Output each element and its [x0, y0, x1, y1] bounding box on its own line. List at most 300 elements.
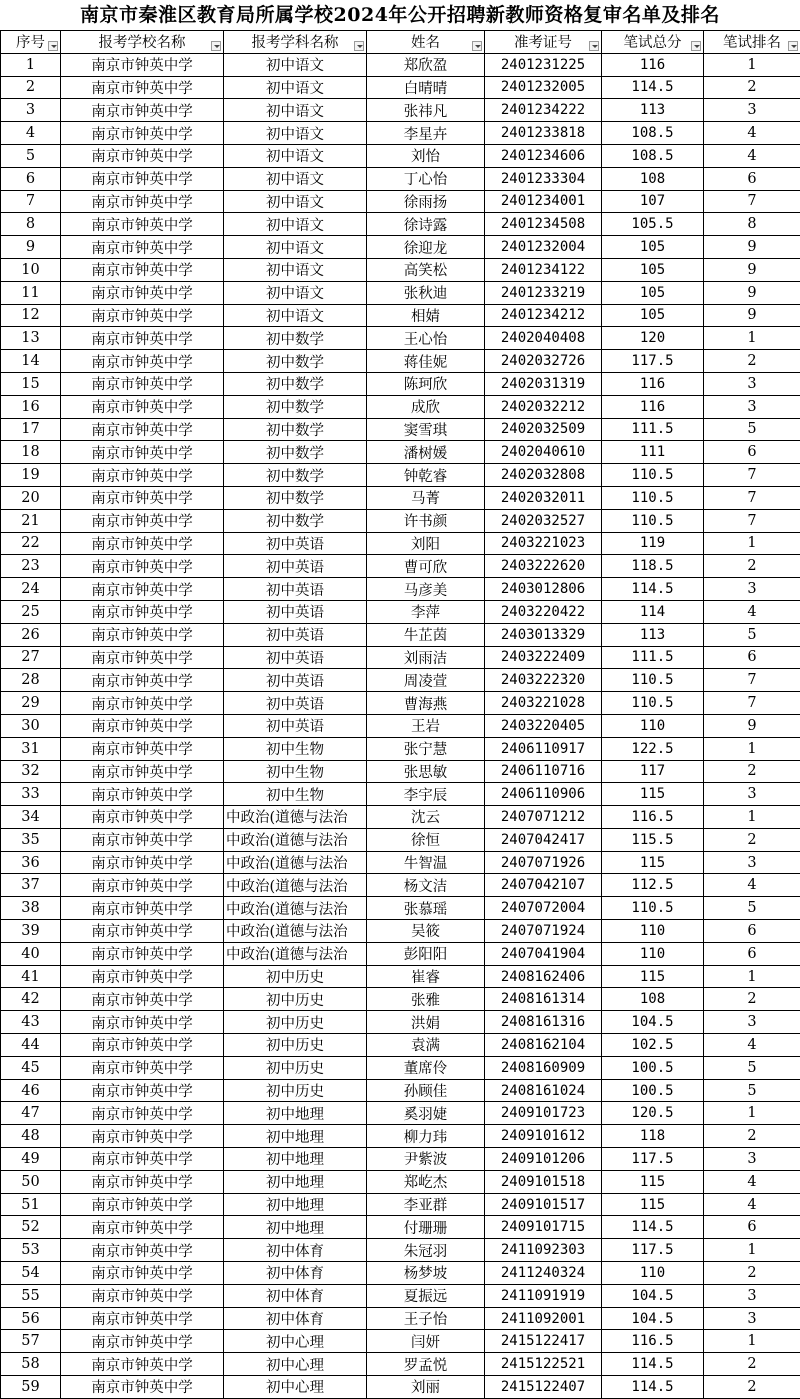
- cell-name[interactable]: 牛智温: [367, 851, 485, 874]
- cell-subject[interactable]: 初中体育: [224, 1262, 367, 1285]
- cell-subject[interactable]: 初中数学: [224, 486, 367, 509]
- cell-name[interactable]: 袁满: [367, 1034, 485, 1057]
- cell-subject[interactable]: 初中英语: [224, 714, 367, 737]
- cell-index[interactable]: 28: [1, 669, 61, 692]
- cell-exam-id[interactable]: 2411092001: [485, 1307, 602, 1330]
- cell-subject[interactable]: 初中体育: [224, 1239, 367, 1262]
- cell-score[interactable]: 105: [602, 281, 704, 304]
- cell-subject[interactable]: 初中语文: [224, 236, 367, 259]
- cell-rank[interactable]: 3: [704, 1148, 800, 1171]
- cell-rank[interactable]: 9: [704, 304, 800, 327]
- cell-rank[interactable]: 2: [704, 760, 800, 783]
- cell-index[interactable]: 52: [1, 1216, 61, 1239]
- cell-rank[interactable]: 8: [704, 213, 800, 236]
- cell-index[interactable]: 16: [1, 395, 61, 418]
- cell-exam-id[interactable]: 2403222320: [485, 669, 602, 692]
- cell-subject[interactable]: 初中语文: [224, 213, 367, 236]
- cell-index[interactable]: 58: [1, 1353, 61, 1376]
- cell-index[interactable]: 41: [1, 965, 61, 988]
- cell-subject[interactable]: 初中语文: [224, 281, 367, 304]
- cell-score[interactable]: 108: [602, 988, 704, 1011]
- cell-score[interactable]: 108: [602, 167, 704, 190]
- cell-score[interactable]: 115: [602, 1170, 704, 1193]
- cell-school[interactable]: 南京市钟英中学: [61, 76, 224, 99]
- cell-subject[interactable]: 初中历史: [224, 988, 367, 1011]
- cell-score[interactable]: 116.5: [602, 806, 704, 829]
- cell-exam-id[interactable]: 2402032011: [485, 486, 602, 509]
- column-header-exam-id[interactable]: 准考证号: [485, 31, 602, 54]
- cell-index[interactable]: 10: [1, 258, 61, 281]
- cell-index[interactable]: 32: [1, 760, 61, 783]
- cell-school[interactable]: 南京市钟英中学: [61, 942, 224, 965]
- cell-name[interactable]: 郑欣盈: [367, 53, 485, 76]
- cell-subject[interactable]: 初中心理: [224, 1376, 367, 1399]
- cell-exam-id[interactable]: 2406110906: [485, 783, 602, 806]
- cell-exam-id[interactable]: 2401231225: [485, 53, 602, 76]
- cell-school[interactable]: 南京市钟英中学: [61, 1125, 224, 1148]
- cell-name[interactable]: 刘怡: [367, 144, 485, 167]
- cell-exam-id[interactable]: 2401233219: [485, 281, 602, 304]
- cell-index[interactable]: 29: [1, 692, 61, 715]
- cell-score[interactable]: 105: [602, 304, 704, 327]
- cell-school[interactable]: 南京市钟英中学: [61, 190, 224, 213]
- cell-rank[interactable]: 3: [704, 578, 800, 601]
- cell-rank[interactable]: 6: [704, 942, 800, 965]
- cell-index[interactable]: 45: [1, 1056, 61, 1079]
- cell-subject[interactable]: 初中数学: [224, 372, 367, 395]
- cell-exam-id[interactable]: 2402032509: [485, 418, 602, 441]
- cell-school[interactable]: 南京市钟英中学: [61, 53, 224, 76]
- cell-exam-id[interactable]: 2401233304: [485, 167, 602, 190]
- cell-index[interactable]: 50: [1, 1170, 61, 1193]
- cell-school[interactable]: 南京市钟英中学: [61, 304, 224, 327]
- cell-score[interactable]: 110: [602, 714, 704, 737]
- cell-school[interactable]: 南京市钟英中学: [61, 760, 224, 783]
- cell-name[interactable]: 相婧: [367, 304, 485, 327]
- column-header-subject[interactable]: 报考学科名称: [224, 31, 367, 54]
- cell-rank[interactable]: 4: [704, 1193, 800, 1216]
- cell-subject[interactable]: 中政治(道德与法治: [224, 874, 367, 897]
- cell-school[interactable]: 南京市钟英中学: [61, 669, 224, 692]
- cell-subject[interactable]: 初中语文: [224, 99, 367, 122]
- cell-exam-id[interactable]: 2403221023: [485, 532, 602, 555]
- cell-rank[interactable]: 7: [704, 509, 800, 532]
- cell-school[interactable]: 南京市钟英中学: [61, 1193, 224, 1216]
- cell-score[interactable]: 114.5: [602, 1216, 704, 1239]
- cell-school[interactable]: 南京市钟英中学: [61, 920, 224, 943]
- column-header-index[interactable]: 序号: [1, 31, 61, 54]
- cell-school[interactable]: 南京市钟英中学: [61, 737, 224, 760]
- cell-rank[interactable]: 4: [704, 1034, 800, 1057]
- cell-subject[interactable]: 初中语文: [224, 258, 367, 281]
- cell-name[interactable]: 徐雨扬: [367, 190, 485, 213]
- cell-exam-id[interactable]: 2403220422: [485, 600, 602, 623]
- cell-name[interactable]: 吴筱: [367, 920, 485, 943]
- cell-exam-id[interactable]: 2406110917: [485, 737, 602, 760]
- cell-name[interactable]: 蒋佳妮: [367, 350, 485, 373]
- cell-subject[interactable]: 初中英语: [224, 669, 367, 692]
- cell-school[interactable]: 南京市钟英中学: [61, 1307, 224, 1330]
- filter-dropdown-icon[interactable]: [211, 41, 221, 51]
- cell-school[interactable]: 南京市钟英中学: [61, 783, 224, 806]
- cell-name[interactable]: 曹可欣: [367, 555, 485, 578]
- cell-index[interactable]: 17: [1, 418, 61, 441]
- cell-index[interactable]: 42: [1, 988, 61, 1011]
- cell-subject[interactable]: 初中地理: [224, 1170, 367, 1193]
- cell-score[interactable]: 111.5: [602, 418, 704, 441]
- cell-subject[interactable]: 初中历史: [224, 965, 367, 988]
- cell-rank[interactable]: 9: [704, 714, 800, 737]
- cell-subject[interactable]: 初中英语: [224, 623, 367, 646]
- cell-index[interactable]: 35: [1, 828, 61, 851]
- cell-rank[interactable]: 3: [704, 1011, 800, 1034]
- cell-name[interactable]: 高笑松: [367, 258, 485, 281]
- cell-name[interactable]: 牛芷茵: [367, 623, 485, 646]
- cell-school[interactable]: 南京市钟英中学: [61, 99, 224, 122]
- cell-index[interactable]: 59: [1, 1376, 61, 1399]
- cell-school[interactable]: 南京市钟英中学: [61, 555, 224, 578]
- cell-school[interactable]: 南京市钟英中学: [61, 1148, 224, 1171]
- cell-exam-id[interactable]: 2402032212: [485, 395, 602, 418]
- cell-subject[interactable]: 初中英语: [224, 646, 367, 669]
- cell-score[interactable]: 110: [602, 920, 704, 943]
- cell-index[interactable]: 36: [1, 851, 61, 874]
- cell-name[interactable]: 李星卉: [367, 122, 485, 145]
- cell-name[interactable]: 付珊珊: [367, 1216, 485, 1239]
- cell-name[interactable]: 洪娟: [367, 1011, 485, 1034]
- cell-index[interactable]: 47: [1, 1102, 61, 1125]
- cell-index[interactable]: 37: [1, 874, 61, 897]
- cell-subject[interactable]: 初中历史: [224, 1034, 367, 1057]
- cell-rank[interactable]: 2: [704, 988, 800, 1011]
- cell-index[interactable]: 2: [1, 76, 61, 99]
- cell-exam-id[interactable]: 2408161024: [485, 1079, 602, 1102]
- cell-index[interactable]: 8: [1, 213, 61, 236]
- cell-score[interactable]: 112.5: [602, 874, 704, 897]
- cell-rank[interactable]: 9: [704, 281, 800, 304]
- cell-school[interactable]: 南京市钟英中学: [61, 1284, 224, 1307]
- cell-rank[interactable]: 4: [704, 122, 800, 145]
- cell-school[interactable]: 南京市钟英中学: [61, 486, 224, 509]
- cell-score[interactable]: 114.5: [602, 76, 704, 99]
- cell-score[interactable]: 118: [602, 1125, 704, 1148]
- cell-rank[interactable]: 1: [704, 327, 800, 350]
- cell-name[interactable]: 杨文洁: [367, 874, 485, 897]
- cell-subject[interactable]: 初中数学: [224, 464, 367, 487]
- cell-school[interactable]: 南京市钟英中学: [61, 1170, 224, 1193]
- filter-dropdown-icon[interactable]: [354, 41, 364, 51]
- cell-school[interactable]: 南京市钟英中学: [61, 897, 224, 920]
- cell-score[interactable]: 110.5: [602, 486, 704, 509]
- cell-name[interactable]: 徐迎龙: [367, 236, 485, 259]
- cell-score[interactable]: 105: [602, 236, 704, 259]
- cell-exam-id[interactable]: 2401232004: [485, 236, 602, 259]
- cell-exam-id[interactable]: 2408162406: [485, 965, 602, 988]
- cell-score[interactable]: 108.5: [602, 122, 704, 145]
- cell-index[interactable]: 21: [1, 509, 61, 532]
- cell-index[interactable]: 23: [1, 555, 61, 578]
- cell-rank[interactable]: 4: [704, 600, 800, 623]
- cell-subject[interactable]: 初中地理: [224, 1148, 367, 1171]
- cell-rank[interactable]: 2: [704, 1125, 800, 1148]
- cell-score[interactable]: 116: [602, 395, 704, 418]
- cell-school[interactable]: 南京市钟英中学: [61, 418, 224, 441]
- cell-exam-id[interactable]: 2401234606: [485, 144, 602, 167]
- cell-subject[interactable]: 中政治(道德与法治: [224, 920, 367, 943]
- filter-dropdown-icon[interactable]: [788, 41, 798, 51]
- cell-score[interactable]: 105.5: [602, 213, 704, 236]
- cell-index[interactable]: 22: [1, 532, 61, 555]
- cell-name[interactable]: 张祎凡: [367, 99, 485, 122]
- cell-subject[interactable]: 初中语文: [224, 144, 367, 167]
- cell-score[interactable]: 117: [602, 760, 704, 783]
- cell-subject[interactable]: 初中地理: [224, 1193, 367, 1216]
- cell-score[interactable]: 108.5: [602, 144, 704, 167]
- cell-score[interactable]: 115.5: [602, 828, 704, 851]
- cell-score[interactable]: 117.5: [602, 1148, 704, 1171]
- cell-rank[interactable]: 5: [704, 1079, 800, 1102]
- cell-subject[interactable]: 初中心理: [224, 1353, 367, 1376]
- cell-score[interactable]: 104.5: [602, 1011, 704, 1034]
- cell-index[interactable]: 1: [1, 53, 61, 76]
- cell-school[interactable]: 南京市钟英中学: [61, 1034, 224, 1057]
- cell-index[interactable]: 9: [1, 236, 61, 259]
- cell-index[interactable]: 7: [1, 190, 61, 213]
- cell-exam-id[interactable]: 2402032726: [485, 350, 602, 373]
- cell-name[interactable]: 李宇辰: [367, 783, 485, 806]
- cell-rank[interactable]: 3: [704, 395, 800, 418]
- cell-name[interactable]: 徐恒: [367, 828, 485, 851]
- cell-index[interactable]: 40: [1, 942, 61, 965]
- cell-name[interactable]: 成欣: [367, 395, 485, 418]
- cell-school[interactable]: 南京市钟英中学: [61, 372, 224, 395]
- cell-rank[interactable]: 1: [704, 737, 800, 760]
- cell-index[interactable]: 12: [1, 304, 61, 327]
- cell-exam-id[interactable]: 2402032527: [485, 509, 602, 532]
- cell-score[interactable]: 115: [602, 783, 704, 806]
- cell-rank[interactable]: 2: [704, 555, 800, 578]
- cell-subject[interactable]: 初中生物: [224, 760, 367, 783]
- cell-school[interactable]: 南京市钟英中学: [61, 441, 224, 464]
- cell-exam-id[interactable]: 2411092303: [485, 1239, 602, 1262]
- cell-index[interactable]: 53: [1, 1239, 61, 1262]
- cell-score[interactable]: 113: [602, 99, 704, 122]
- cell-rank[interactable]: 7: [704, 190, 800, 213]
- cell-rank[interactable]: 2: [704, 1262, 800, 1285]
- cell-name[interactable]: 白晴晴: [367, 76, 485, 99]
- cell-name[interactable]: 马彦美: [367, 578, 485, 601]
- cell-index[interactable]: 44: [1, 1034, 61, 1057]
- cell-index[interactable]: 34: [1, 806, 61, 829]
- cell-name[interactable]: 尹紫波: [367, 1148, 485, 1171]
- cell-rank[interactable]: 3: [704, 372, 800, 395]
- cell-score[interactable]: 115: [602, 1193, 704, 1216]
- cell-school[interactable]: 南京市钟英中学: [61, 236, 224, 259]
- cell-score[interactable]: 110.5: [602, 897, 704, 920]
- cell-subject[interactable]: 初中数学: [224, 418, 367, 441]
- cell-rank[interactable]: 1: [704, 965, 800, 988]
- cell-exam-id[interactable]: 2408161316: [485, 1011, 602, 1034]
- cell-subject[interactable]: 初中英语: [224, 600, 367, 623]
- cell-index[interactable]: 20: [1, 486, 61, 509]
- cell-rank[interactable]: 3: [704, 851, 800, 874]
- cell-name[interactable]: 沈云: [367, 806, 485, 829]
- cell-index[interactable]: 3: [1, 99, 61, 122]
- cell-index[interactable]: 6: [1, 167, 61, 190]
- cell-rank[interactable]: 1: [704, 1239, 800, 1262]
- cell-score[interactable]: 104.5: [602, 1284, 704, 1307]
- cell-subject[interactable]: 初中数学: [224, 327, 367, 350]
- cell-exam-id[interactable]: 2407071926: [485, 851, 602, 874]
- cell-index[interactable]: 54: [1, 1262, 61, 1285]
- cell-rank[interactable]: 3: [704, 783, 800, 806]
- cell-name[interactable]: 朱冠羽: [367, 1239, 485, 1262]
- cell-exam-id[interactable]: 2409101612: [485, 1125, 602, 1148]
- cell-school[interactable]: 南京市钟英中学: [61, 1056, 224, 1079]
- cell-index[interactable]: 24: [1, 578, 61, 601]
- cell-subject[interactable]: 初中数学: [224, 441, 367, 464]
- cell-exam-id[interactable]: 2403013329: [485, 623, 602, 646]
- cell-subject[interactable]: 初中历史: [224, 1079, 367, 1102]
- cell-subject[interactable]: 初中地理: [224, 1102, 367, 1125]
- cell-score[interactable]: 114.5: [602, 1376, 704, 1399]
- cell-score[interactable]: 105: [602, 258, 704, 281]
- cell-score[interactable]: 120: [602, 327, 704, 350]
- cell-exam-id[interactable]: 2401234212: [485, 304, 602, 327]
- cell-rank[interactable]: 4: [704, 1170, 800, 1193]
- cell-school[interactable]: 南京市钟英中学: [61, 464, 224, 487]
- cell-exam-id[interactable]: 2401234001: [485, 190, 602, 213]
- cell-subject[interactable]: 初中心理: [224, 1330, 367, 1353]
- cell-subject[interactable]: 初中英语: [224, 578, 367, 601]
- cell-score[interactable]: 115: [602, 965, 704, 988]
- cell-school[interactable]: 南京市钟英中学: [61, 350, 224, 373]
- cell-rank[interactable]: 3: [704, 1284, 800, 1307]
- cell-score[interactable]: 100.5: [602, 1079, 704, 1102]
- cell-score[interactable]: 102.5: [602, 1034, 704, 1057]
- cell-index[interactable]: 18: [1, 441, 61, 464]
- cell-name[interactable]: 奚羽婕: [367, 1102, 485, 1125]
- cell-exam-id[interactable]: 2401232005: [485, 76, 602, 99]
- cell-exam-id[interactable]: 2402040408: [485, 327, 602, 350]
- cell-school[interactable]: 南京市钟英中学: [61, 578, 224, 601]
- cell-index[interactable]: 31: [1, 737, 61, 760]
- cell-exam-id[interactable]: 2408161314: [485, 988, 602, 1011]
- cell-name[interactable]: 许书颜: [367, 509, 485, 532]
- cell-rank[interactable]: 9: [704, 236, 800, 259]
- column-header-name[interactable]: 姓名: [367, 31, 485, 54]
- cell-school[interactable]: 南京市钟英中学: [61, 965, 224, 988]
- cell-score[interactable]: 107: [602, 190, 704, 213]
- cell-school[interactable]: 南京市钟英中学: [61, 122, 224, 145]
- cell-rank[interactable]: 6: [704, 920, 800, 943]
- column-header-rank[interactable]: 笔试排名: [704, 31, 800, 54]
- column-header-score[interactable]: 笔试总分: [602, 31, 704, 54]
- cell-school[interactable]: 南京市钟英中学: [61, 646, 224, 669]
- cell-name[interactable]: 王心怡: [367, 327, 485, 350]
- cell-exam-id[interactable]: 2402031319: [485, 372, 602, 395]
- cell-name[interactable]: 张雅: [367, 988, 485, 1011]
- cell-rank[interactable]: 5: [704, 1056, 800, 1079]
- cell-school[interactable]: 南京市钟英中学: [61, 1239, 224, 1262]
- cell-score[interactable]: 117.5: [602, 1239, 704, 1262]
- cell-rank[interactable]: 7: [704, 669, 800, 692]
- cell-school[interactable]: 南京市钟英中学: [61, 600, 224, 623]
- cell-subject[interactable]: 初中语文: [224, 53, 367, 76]
- cell-exam-id[interactable]: 2409101206: [485, 1148, 602, 1171]
- cell-exam-id[interactable]: 2407042107: [485, 874, 602, 897]
- cell-score[interactable]: 111.5: [602, 646, 704, 669]
- cell-exam-id[interactable]: 2407042417: [485, 828, 602, 851]
- cell-exam-id[interactable]: 2403222409: [485, 646, 602, 669]
- cell-school[interactable]: 南京市钟英中学: [61, 874, 224, 897]
- cell-rank[interactable]: 2: [704, 76, 800, 99]
- cell-index[interactable]: 57: [1, 1330, 61, 1353]
- cell-score[interactable]: 110.5: [602, 669, 704, 692]
- cell-score[interactable]: 114: [602, 600, 704, 623]
- cell-subject[interactable]: 初中语文: [224, 304, 367, 327]
- cell-rank[interactable]: 2: [704, 350, 800, 373]
- cell-score[interactable]: 114.5: [602, 1353, 704, 1376]
- cell-rank[interactable]: 2: [704, 1376, 800, 1399]
- cell-index[interactable]: 5: [1, 144, 61, 167]
- cell-name[interactable]: 陈珂欣: [367, 372, 485, 395]
- cell-subject[interactable]: 初中地理: [224, 1125, 367, 1148]
- cell-school[interactable]: 南京市钟英中学: [61, 851, 224, 874]
- cell-rank[interactable]: 9: [704, 258, 800, 281]
- cell-subject[interactable]: 初中英语: [224, 555, 367, 578]
- cell-rank[interactable]: 4: [704, 874, 800, 897]
- cell-rank[interactable]: 1: [704, 532, 800, 555]
- cell-name[interactable]: 张慕瑶: [367, 897, 485, 920]
- cell-school[interactable]: 南京市钟英中学: [61, 1216, 224, 1239]
- cell-school[interactable]: 南京市钟英中学: [61, 509, 224, 532]
- cell-school[interactable]: 南京市钟英中学: [61, 213, 224, 236]
- cell-school[interactable]: 南京市钟英中学: [61, 1353, 224, 1376]
- cell-name[interactable]: 王岩: [367, 714, 485, 737]
- cell-subject[interactable]: 初中生物: [224, 737, 367, 760]
- cell-exam-id[interactable]: 2407071212: [485, 806, 602, 829]
- cell-subject[interactable]: 初中数学: [224, 395, 367, 418]
- cell-exam-id[interactable]: 2415122407: [485, 1376, 602, 1399]
- cell-name[interactable]: 夏振远: [367, 1284, 485, 1307]
- cell-rank[interactable]: 4: [704, 144, 800, 167]
- cell-score[interactable]: 111: [602, 441, 704, 464]
- cell-rank[interactable]: 3: [704, 1307, 800, 1330]
- cell-subject[interactable]: 中政治(道德与法治: [224, 897, 367, 920]
- cell-score[interactable]: 116.5: [602, 1330, 704, 1353]
- cell-name[interactable]: 张宁慧: [367, 737, 485, 760]
- cell-index[interactable]: 11: [1, 281, 61, 304]
- cell-index[interactable]: 38: [1, 897, 61, 920]
- cell-score[interactable]: 110.5: [602, 692, 704, 715]
- cell-name[interactable]: 周凌萱: [367, 669, 485, 692]
- cell-rank[interactable]: 7: [704, 692, 800, 715]
- cell-index[interactable]: 27: [1, 646, 61, 669]
- cell-index[interactable]: 55: [1, 1284, 61, 1307]
- cell-exam-id[interactable]: 2407072004: [485, 897, 602, 920]
- cell-name[interactable]: 马菁: [367, 486, 485, 509]
- cell-subject[interactable]: 初中生物: [224, 783, 367, 806]
- cell-index[interactable]: 4: [1, 122, 61, 145]
- cell-school[interactable]: 南京市钟英中学: [61, 714, 224, 737]
- cell-school[interactable]: 南京市钟英中学: [61, 692, 224, 715]
- cell-exam-id[interactable]: 2401234222: [485, 99, 602, 122]
- cell-name[interactable]: 曹海燕: [367, 692, 485, 715]
- cell-score[interactable]: 110.5: [602, 509, 704, 532]
- cell-exam-id[interactable]: 2407071924: [485, 920, 602, 943]
- cell-name[interactable]: 罗孟悦: [367, 1353, 485, 1376]
